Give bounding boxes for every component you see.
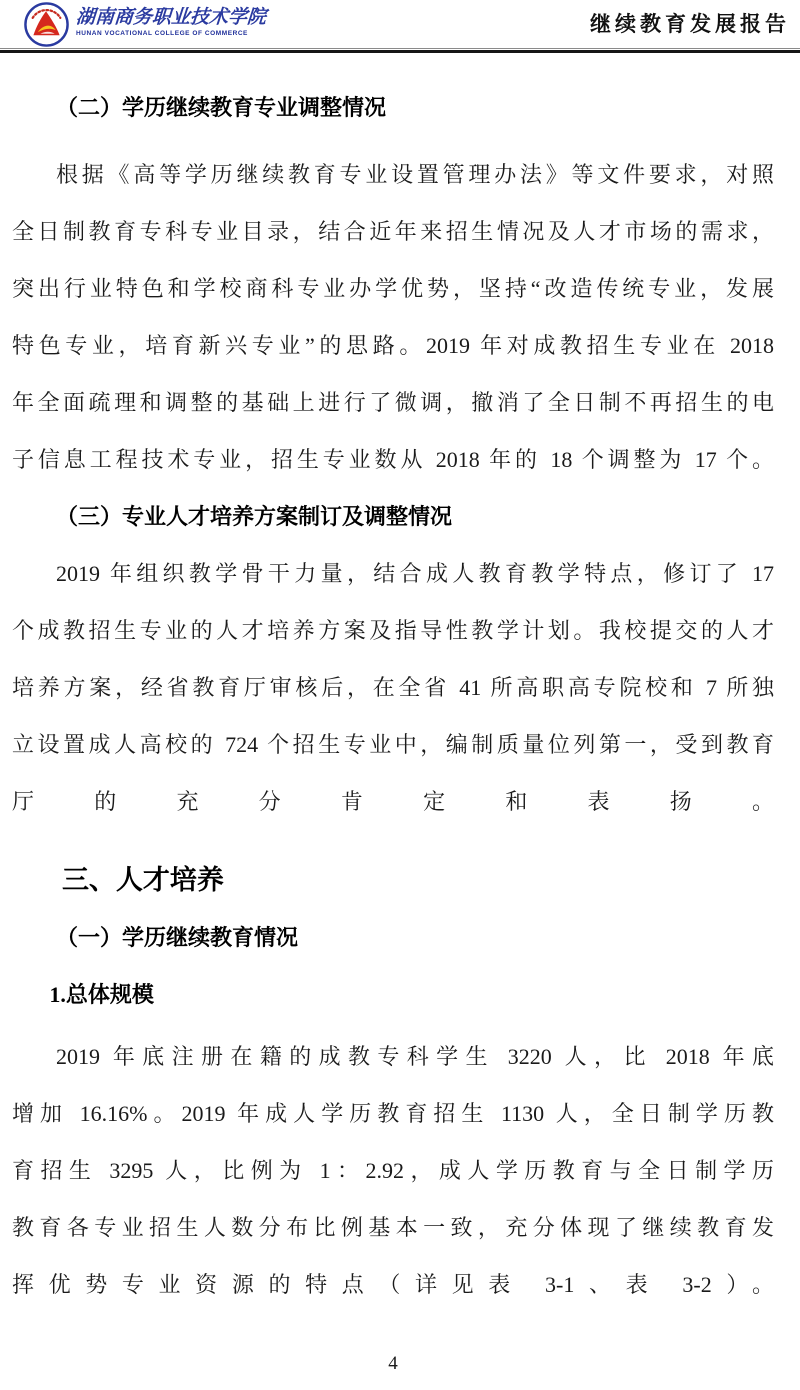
heading-overall-scale: 1.总体规模: [49, 982, 154, 1007]
text-line: 个成教招生专业的人才培养方案及指导性教学计划。我校提交的人才: [12, 618, 774, 643]
text-line: 培养方案，经省教育厅审核后，在全省 41 所高职高专院校和 7 所独: [12, 675, 774, 700]
text-line: 2019 年底注册在籍的成教专科学生 3220 人，比 2018 年底: [56, 1044, 774, 1069]
text-line: 挥优势专业资源的特点（详见表 3-1、表 3-2）。: [12, 1272, 774, 1297]
page-number: 4: [388, 1353, 398, 1374]
page-header: [0, 0, 800, 48]
heading-chapter-3: 三、人才培养: [61, 865, 224, 895]
text-line: 子信息工程技术专业，招生专业数从 2018 年的 18 个调整为 17 个。: [12, 447, 774, 472]
paragraph-3: [12, 1028, 774, 1313]
paragraph-2: [12, 545, 774, 830]
text-line: 2019 年组织教学骨干力量，结合成人教育教学特点，修订了 17: [56, 561, 774, 586]
text-line: 厅的充分肯定和表扬。: [12, 789, 774, 814]
text-line: 教育各专业招生人数分布比例基本一致，充分体现了继续教育发: [12, 1215, 774, 1240]
text-line: 突出行业特色和学校商科专业办学优势，坚持“改造传统专业，发展: [12, 276, 774, 301]
paragraph-1: [12, 146, 774, 488]
text-line: 根据《高等学历继续教育专业设置管理办法》等文件要求，对照: [56, 162, 774, 187]
text-line: 年全面疏理和调整的基础上进行了微调，撤消了全日制不再招生的电: [12, 390, 774, 415]
report-title: 继续教育发展报告: [590, 12, 790, 36]
college-seal-icon: [24, 2, 69, 47]
college-name-en: HUNAN VOCATIONAL COLLEGE OF COMMERCE: [76, 30, 248, 37]
college-name-block: [76, 2, 266, 38]
document-body: [0, 53, 800, 1377]
heading-section-1: （一）学历继续教育情况: [56, 925, 299, 950]
text-line: 特色专业，培育新兴专业”的思路。2019 年对成教招生专业在 2018: [12, 333, 774, 358]
college-logo: [24, 2, 266, 47]
college-name-zh: 湖南商务职业技术学院: [75, 7, 267, 28]
text-line: 增加 16.16%。2019 年成人学历教育招生 1130 人，全日制学历教: [12, 1101, 774, 1126]
text-line: 立设置成人高校的 724 个招生专业中，编制质量位列第一，受到教育: [12, 732, 774, 757]
heading-section-2: （二）学历继续教育专业调整情况: [56, 95, 387, 120]
text-line: 全日制教育专科专业目录，结合近年来招生情况及人才市场的需求，: [12, 219, 774, 244]
text-line: 育招生 3295 人，比例为 1：2.92，成人学历教育与全日制学历: [12, 1158, 774, 1183]
heading-section-3: （三）专业人才培养方案制订及调整情况: [56, 504, 453, 529]
